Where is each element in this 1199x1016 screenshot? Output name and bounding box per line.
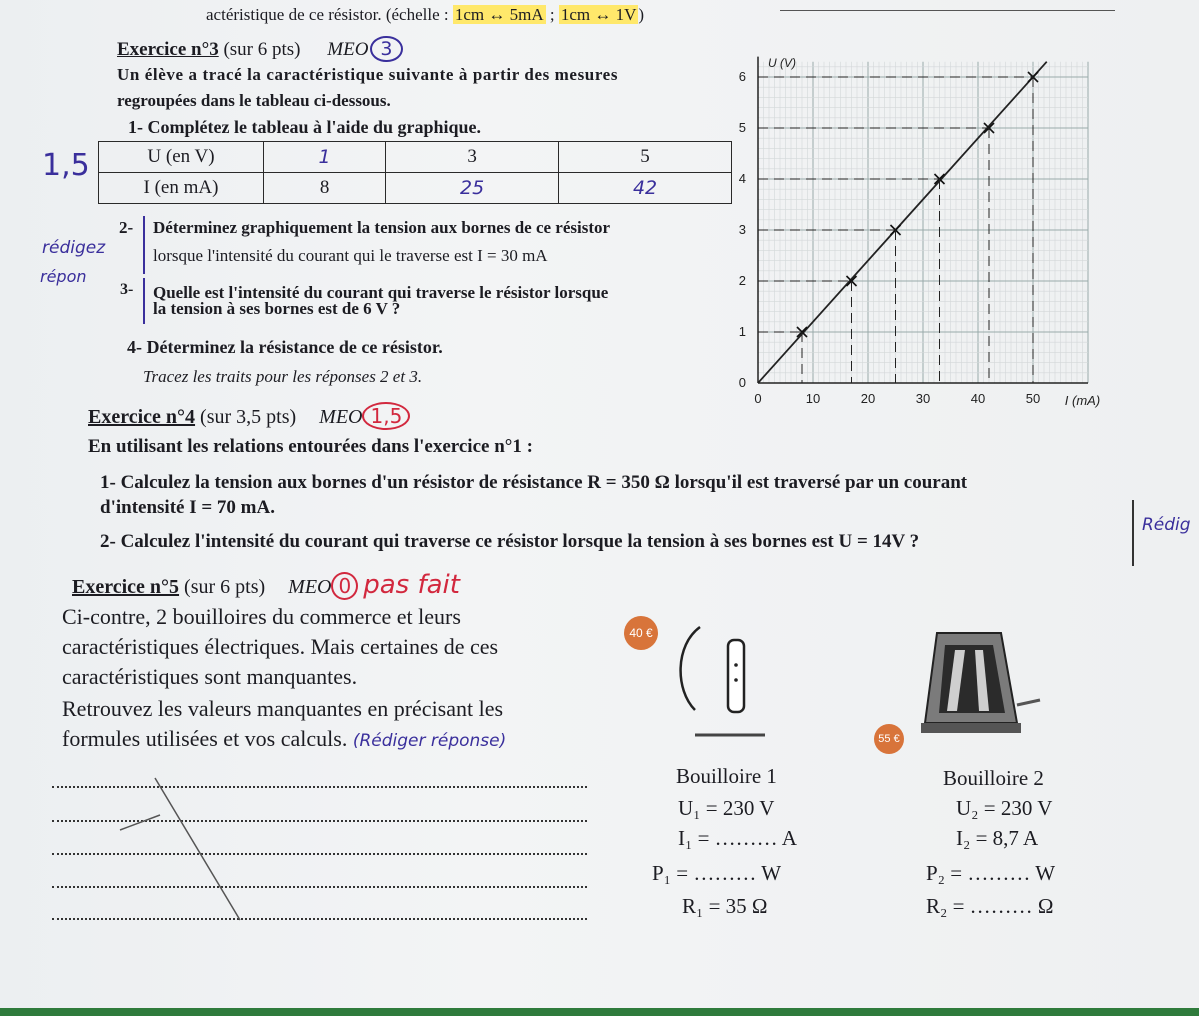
top-divider xyxy=(780,10,1115,11)
ex3-q2-note: rédigez xyxy=(42,238,106,258)
bottom-edge xyxy=(0,1008,1199,1016)
cross-out-strokes xyxy=(100,770,300,930)
kettle-2-illustration xyxy=(905,615,1045,745)
ex3-q3-bracket xyxy=(143,278,150,324)
ex5-points: (sur 6 pts) xyxy=(184,576,266,598)
kettle-1-p: P₁ = ……… W xyxy=(652,861,782,885)
ex3-grade: 3 xyxy=(370,36,402,62)
x-tick-label: 20 xyxy=(860,391,876,406)
ex5-line-3: caractéristiques sont manquantes. xyxy=(62,664,358,689)
ex3-tracez: Tracez les traits pour les réponses 2 et 3. xyxy=(143,367,423,386)
ex4-q1-b: d'intensité I = 70 mA. xyxy=(100,497,275,518)
table-cell: 1 xyxy=(264,142,386,173)
ex4-grade: 1,5 xyxy=(362,402,410,430)
ex3-intro-2: regroupées dans le tableau ci-dessous. xyxy=(117,91,391,110)
ex3-q2-bracket xyxy=(143,216,150,274)
kettle-1-name: Bouilloire 1 xyxy=(676,764,777,788)
ex4-heading xyxy=(88,402,410,430)
y-tick-label: 0 xyxy=(738,375,746,390)
ex5-title: Exercice n°5 xyxy=(72,576,180,598)
ex5-grade: 0 xyxy=(331,572,358,600)
ex4-margin-bracket xyxy=(1132,500,1140,566)
x-axis-label: I (mA) xyxy=(1064,393,1101,408)
ex5-line-5-note: (Rédiger réponse) xyxy=(352,731,507,751)
x-tick-label: 50 xyxy=(1025,391,1041,406)
ex5-line-2: caractéristiques électriques. Mais certaines de ces xyxy=(62,634,499,659)
ex3-q1: 1- Complétez le tableau à l'aide du graphique. xyxy=(128,117,482,137)
table-cell: 3 xyxy=(386,142,559,173)
ex4-q2: 2- Calculez l'intensité du courant qui traverse ce résistor lorsque la tension à ses bornes est U = 14V ? xyxy=(100,531,920,552)
ex3-heading xyxy=(117,36,403,62)
ex5-grade-note: pas fait xyxy=(363,570,460,600)
y-tick-label: 6 xyxy=(738,69,746,84)
price-tag-1: 40 € xyxy=(624,616,658,650)
ex4-title: Exercice n°4 xyxy=(88,406,196,428)
ex3-margin-mark: 1,5 xyxy=(42,148,90,183)
table-cell: 42 xyxy=(559,173,732,204)
u-i-chart xyxy=(730,50,1110,420)
top-scale-line: actéristique de ce résistor. (échelle : 1cm ↔ 5mA ; 1cm ↔ 1V ) xyxy=(206,5,645,24)
ex4-margin-note: Rédig xyxy=(1142,515,1191,535)
ex3-q2-num: 2- xyxy=(119,218,134,237)
kettle-1-illustration xyxy=(670,615,790,745)
ex4-intro: En utilisant les relations entourées dans l'exercice n°1 : xyxy=(88,436,533,457)
table-row xyxy=(99,142,732,173)
ex3-q3-note: répon xyxy=(40,267,87,286)
ex5-line-4: Retrouvez les valeurs manquantes en précisant les xyxy=(62,696,504,721)
ex5-heading xyxy=(72,570,460,600)
y-tick-label: 2 xyxy=(738,273,746,288)
ex3-points: (sur 6 pts) xyxy=(223,39,301,60)
kettle-1-r: R₁ = 35 Ω xyxy=(682,894,768,918)
table-cell: 8 xyxy=(264,173,386,204)
ex3-q3-num: 3- xyxy=(120,281,134,298)
ex5-line-1: Ci-contre, 2 bouilloires du commerce et leurs xyxy=(62,604,461,629)
ex3-q2-a: Déterminez graphiquement la tension aux bornes de ce résistor xyxy=(153,218,611,237)
x-tick-label: 30 xyxy=(915,391,931,406)
table-cell: 25 xyxy=(386,173,559,204)
kettle-2-name: Bouilloire 2 xyxy=(943,766,1044,790)
ex3-meo: MEO xyxy=(327,39,369,60)
table-cell: 5 xyxy=(559,142,732,173)
kettle-1-u: U₁ = 230 V xyxy=(678,796,775,820)
ex5-meo: MEO xyxy=(288,576,332,598)
x-tick-label: 40 xyxy=(970,391,986,406)
ex3-title: Exercice n°3 xyxy=(117,39,219,60)
ex5-line-5: formules utilisées et vos calculs. (Rédiger réponse) xyxy=(62,726,507,751)
y-axis-label: U (V) xyxy=(768,55,796,70)
ex3-q4: 4- Déterminez la résistance de ce résistor. xyxy=(127,337,443,357)
kettle-2-p: P₂ = ……… W xyxy=(926,861,1056,885)
series-line xyxy=(758,62,1047,383)
ex4-meo: MEO xyxy=(319,406,363,428)
y-tick-label: 3 xyxy=(738,222,746,237)
x-tick-label: 10 xyxy=(805,391,821,406)
x-tick-label: 0 xyxy=(754,391,762,406)
table-row xyxy=(99,173,732,204)
kettle-2-r: R₂ = ……… Ω xyxy=(926,894,1054,918)
ex4-q1-a: 1- Calculez la tension aux bornes d'un résistor de résistance R = 350 Ω lorsqu'il est traversé par un courant xyxy=(100,472,968,493)
scale-current: 1cm ↔ 5mA xyxy=(454,5,544,24)
y-tick-label: 4 xyxy=(738,171,746,186)
ex3-table xyxy=(98,141,732,204)
y-tick-label: 1 xyxy=(738,324,746,339)
ex3-q3-b: la tension à ses bornes est de 6 V ? xyxy=(153,299,401,318)
kettle-2-u: U₂ = 230 V xyxy=(956,796,1053,820)
kettle-2-i: I₂ = 8,7 A xyxy=(956,826,1039,850)
price-tag-2: 55 € xyxy=(874,724,904,754)
table-head-u: U (en V) xyxy=(99,142,264,173)
y-tick-label: 5 xyxy=(738,120,746,135)
ex3-q2-b: lorsque l'intensité du courant qui le traverse est I = 30 mA xyxy=(153,246,548,265)
table-head-i: I (en mA) xyxy=(99,173,264,204)
scale-voltage: 1cm ↔ 1V xyxy=(560,5,637,24)
kettle-1-i: I₁ = ……… A xyxy=(678,826,797,850)
ex3-q3-a: Quelle est l'intensité du courant qui traverse le résistor lorsque xyxy=(153,283,609,302)
ex3-intro-1: Un élève a tracé la caractéristique suivante à partir des mesures xyxy=(117,65,619,84)
ex4-points: (sur 3,5 pts) xyxy=(200,406,297,428)
